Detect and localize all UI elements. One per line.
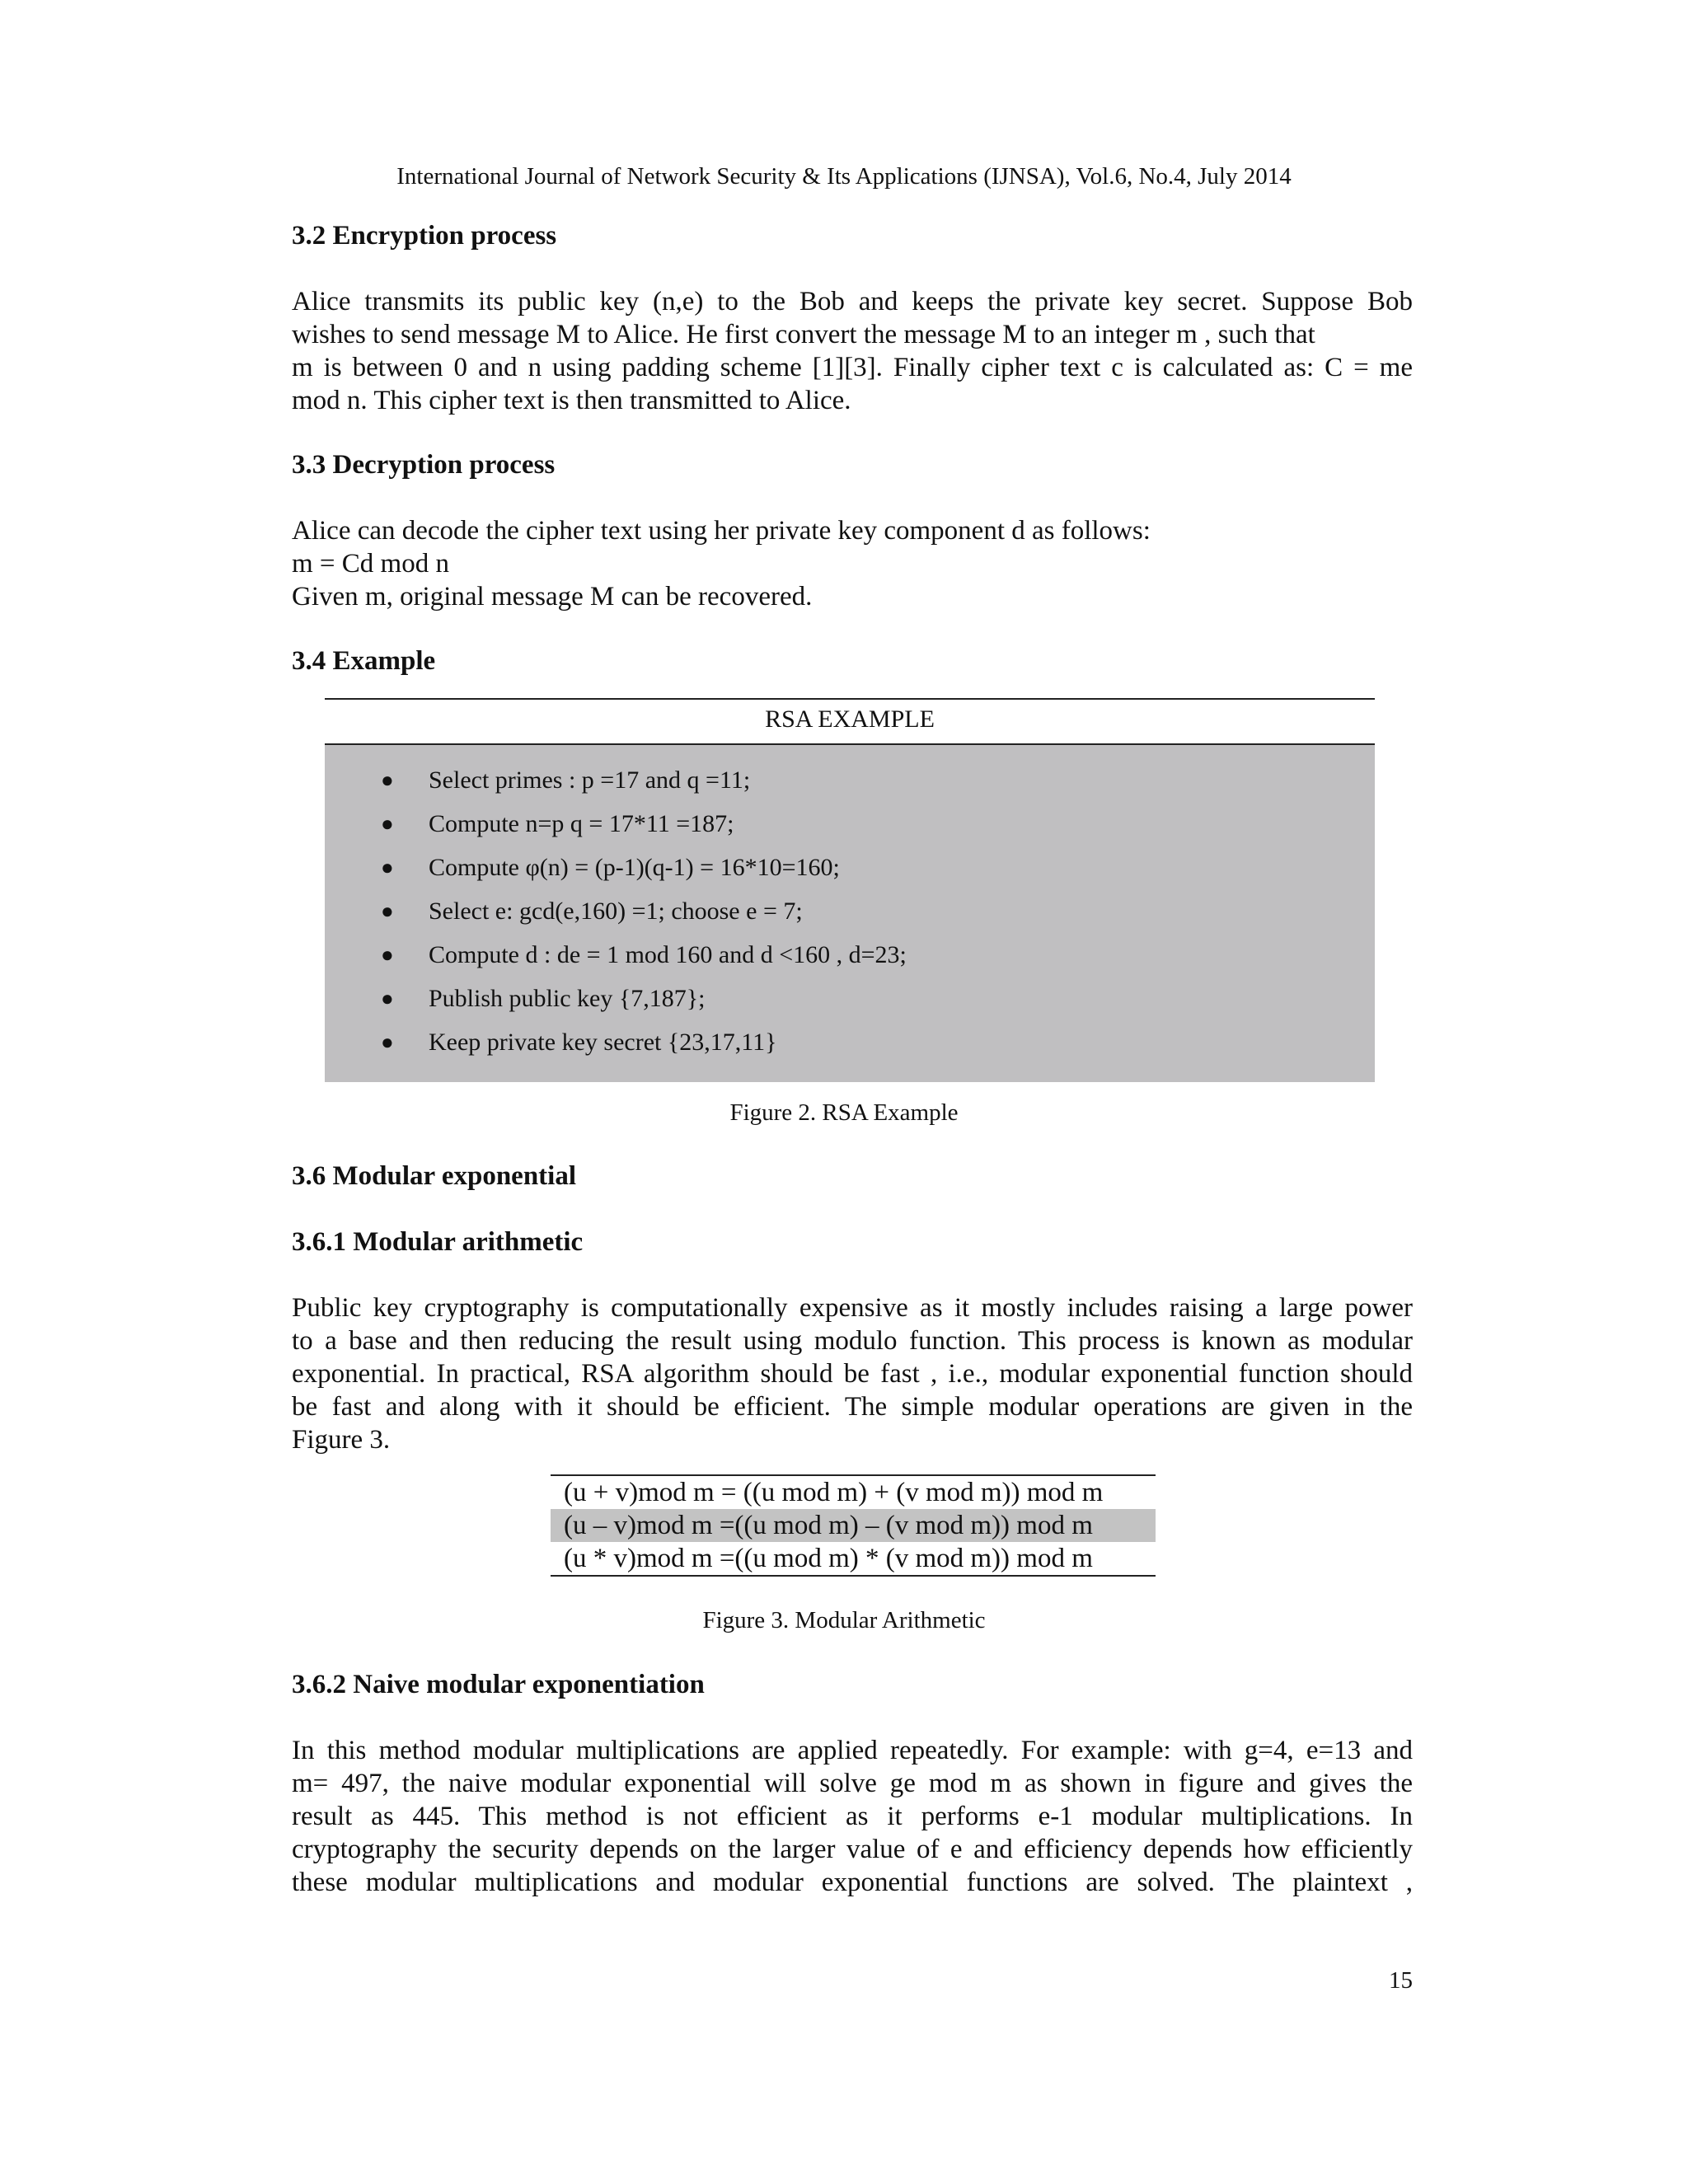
section-heading-modular-arithmetic: 3.6.1 Modular arithmetic: [292, 1227, 584, 1257]
text-line: cryptography the security depends on the larger value of e and efficiency depends how efficiently: [292, 1835, 1413, 1864]
text-line: wishes to send message M to Alice. He first convert the message M to an integer m , such that: [292, 320, 1315, 349]
bullet-icon: ●: [381, 1030, 394, 1054]
list-item: ● Select e: gcd(e,160) =1; choose e = 7;: [325, 889, 1375, 933]
bullet-icon: ●: [381, 899, 394, 923]
bullet-icon: ●: [381, 943, 394, 967]
section-heading-naive-exponentiation: 3.6.2 Naive modular exponentiation: [292, 1670, 705, 1699]
text-line: Public key cryptography is computationally expensive as it mostly includes raising a large power: [292, 1293, 1413, 1323]
running-header: International Journal of Network Security & Its Applications (IJNSA), Vol.6, No.4, July 2014: [396, 163, 1292, 190]
list-item: ● Compute n=p q = 17*11 =187;: [325, 802, 1375, 846]
text-line: be fast and along with it should be efficient. The simple modular operations are given in the: [292, 1392, 1413, 1422]
table-bottom-rule: [551, 1575, 1156, 1577]
list-item: ● Compute φ(n) = (p-1)(q-1) = 16*10=160;: [325, 846, 1375, 889]
bullet-icon: ●: [381, 855, 394, 879]
text-line: result as 445. This method is not efficient as it performs e-1 modular multiplications. In: [292, 1802, 1413, 1831]
list-item: ● Publish public key {7,187};: [325, 977, 1375, 1020]
list-item: ● Keep private key secret {23,17,11}: [325, 1020, 1375, 1064]
section-heading-encryption: 3.2 Encryption process: [292, 221, 557, 251]
paragraph-modular-arithmetic: [292, 1291, 1413, 1456]
table-row: (u + v)mod m = ((u mod m) + (v mod m)) mod m: [564, 1478, 1104, 1507]
paragraph-decryption: [292, 514, 1413, 613]
paragraph-naive-exponentiation: [292, 1734, 1413, 1899]
figure-caption: Figure 3. Modular Arithmetic: [702, 1607, 986, 1633]
table-row: (u * v)mod m =((u mod m) * (v mod m)) mod m: [564, 1544, 1093, 1573]
text-line: m = Cd mod n: [292, 549, 449, 579]
figure-rsa-example: [325, 698, 1375, 1082]
page-number: 15: [1389, 1967, 1413, 1994]
text-line: Figure 3.: [292, 1425, 391, 1455]
figure-modular-arithmetic: [551, 1474, 1156, 1577]
text-line: mod n. This cipher text is then transmitted to Alice.: [292, 386, 851, 415]
paragraph-encryption: [292, 285, 1413, 417]
bullet-icon: ●: [381, 768, 394, 792]
bullet-icon: ●: [381, 987, 394, 1010]
rsa-steps-list: [325, 758, 1375, 1064]
section-heading-modular-exponential: 3.6 Modular exponential: [292, 1161, 577, 1191]
section-heading-decryption: 3.3 Decryption process: [292, 450, 556, 480]
text-line: Alice transmits its public key (n,e) to the Bob and keeps the private key secret. Suppose Bob: [292, 287, 1413, 316]
figure-caption: Figure 2. RSA Example: [729, 1099, 959, 1126]
text-line: exponential. In practical, RSA algorithm should be fast , i.e., modular exponential function should: [292, 1359, 1413, 1389]
text-line: m= 497, the naive modular exponential will solve ge mod m as shown in figure and gives the: [292, 1769, 1413, 1798]
table-row: (u – v)mod m =((u mod m) – (v mod m)) mod m: [551, 1509, 1156, 1542]
figure-title: RSA EXAMPLE: [325, 698, 1375, 745]
list-item: ● Select primes : p =17 and q =11;: [325, 758, 1375, 802]
section-heading-example: 3.4 Example: [292, 646, 436, 676]
text-line: these modular multiplications and modular exponential functions are solved. The plaintext ,: [292, 1868, 1413, 1897]
text-line: m is between 0 and n using padding scheme [1][3]. Finally cipher text c is calculated as: C = me: [292, 353, 1413, 382]
text-line: to a base and then reducing the result using modulo function. This process is known as modular: [292, 1326, 1413, 1356]
list-item: ● Compute d : de = 1 mod 160 and d <160 , d=23;: [325, 933, 1375, 977]
text-line: Given m, original message M can be recovered.: [292, 582, 813, 612]
text-line: In this method modular multiplications are applied repeatedly. For example: with g=4, e=13 and: [292, 1736, 1413, 1765]
text-line: Alice can decode the cipher text using her private key component d as follows:: [292, 516, 1151, 546]
bullet-icon: ●: [381, 812, 394, 836]
figure-shaded-box: [325, 745, 1375, 1082]
